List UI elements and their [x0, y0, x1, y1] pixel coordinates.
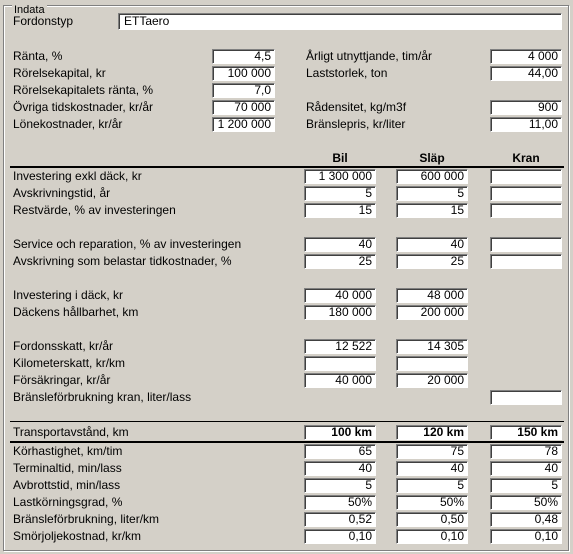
bransleforbrukning-kran-label: Bränsleförbrukning kran, liter/lass: [13, 390, 192, 404]
forsakringar-bil-field[interactable]: 40 000: [304, 373, 376, 388]
rorelsekapital-field[interactable]: 100 000: [212, 66, 275, 81]
kilometerskatt-bil-field[interactable]: [304, 356, 376, 371]
smorjoljekostnad-1-field[interactable]: 0,10: [304, 529, 376, 544]
avbrottstid-3-field[interactable]: 5: [490, 478, 562, 493]
fordonstyp-label: Fordonstyp: [13, 14, 74, 28]
fordonstyp-field[interactable]: ETTaero: [118, 13, 562, 30]
forsakringar-label: Försäkringar, kr/år: [13, 373, 111, 387]
ovriga-tidskostnader-field[interactable]: 70 000: [212, 100, 275, 115]
avskrivning-tidkostnader-label: Avskrivning som belastar tidkostnader, %: [13, 254, 232, 268]
investering-slap-field[interactable]: 600 000: [396, 169, 468, 184]
bransleforbrukning-2-field[interactable]: 0,50: [396, 512, 468, 527]
transport-divider-top: [10, 421, 564, 422]
column-header-kran: Kran: [512, 151, 540, 165]
restvarde-bil-field[interactable]: 15: [304, 203, 376, 218]
kilometerskatt-slap-field[interactable]: [396, 356, 468, 371]
transportavstand-2-field[interactable]: 120 km: [396, 425, 468, 440]
arligt-utnyttjande-field[interactable]: 4 000: [490, 49, 562, 64]
restvarde-kran-field[interactable]: [490, 203, 562, 218]
investering-dack-label: Investering i däck, kr: [13, 288, 124, 302]
rorelsekapital-ranta-label: Rörelsekapitalets ränta, %: [13, 83, 154, 97]
terminaltid-1-field[interactable]: 40: [304, 461, 376, 476]
dackens-hallbarhet-bil-field[interactable]: 180 000: [304, 305, 376, 320]
fordonsskatt-slap-field[interactable]: 14 305: [396, 339, 468, 354]
bransleforbrukning-label: Bränsleförbrukning, liter/km: [13, 512, 160, 526]
arligt-utnyttjande-label: Årligt utnyttjande, tim/år: [306, 49, 433, 63]
fordonsskatt-bil-field[interactable]: 12 522: [304, 339, 376, 354]
bransleforbrukning-1-field[interactable]: 0,52: [304, 512, 376, 527]
bransle-pris-label: Bränslepris, kr/liter: [306, 117, 406, 131]
transportavstand-label: Transportavstånd, km: [13, 425, 129, 439]
service-slap-field[interactable]: 40: [396, 237, 468, 252]
avbrottstid-label: Avbrottstid, min/lass: [13, 478, 121, 492]
section-divider: [10, 166, 564, 168]
korhastighet-1-field[interactable]: 65: [304, 444, 376, 459]
restvarde-label: Restvärde, % av investeringen: [13, 203, 176, 217]
service-kran-field[interactable]: [490, 237, 562, 252]
dackens-hallbarhet-slap-field[interactable]: 200 000: [396, 305, 468, 320]
avbrottstid-1-field[interactable]: 5: [304, 478, 376, 493]
lonekostnader-label: Lönekostnader, kr/år: [13, 117, 123, 131]
bransleforbrukning-3-field[interactable]: 0,48: [490, 512, 562, 527]
transport-divider: [10, 441, 564, 443]
avskrivningstid-label: Avskrivningstid, år: [13, 186, 111, 200]
investering-bil-field[interactable]: 1 300 000: [304, 169, 376, 184]
bransleforbrukning-kran-field[interactable]: [490, 390, 562, 405]
column-header-bil: Bil: [332, 151, 348, 165]
kilometerskatt-label: Kilometerskatt, kr/km: [13, 356, 126, 370]
bransle-pris-field[interactable]: 11,00: [490, 117, 562, 132]
lastkorningsgrad-1-field[interactable]: 50%: [304, 495, 376, 510]
service-label: Service och reparation, % av investeringen: [13, 237, 242, 251]
smorjoljekostnad-2-field[interactable]: 0,10: [396, 529, 468, 544]
rorelsekapital-ranta-field[interactable]: 7,0: [212, 83, 275, 98]
smorjoljekostnad-3-field[interactable]: 0,10: [490, 529, 562, 544]
radensitet-label: Rådensitet, kg/m3f: [306, 100, 407, 114]
laststorlek-label: Laststorlek, ton: [306, 66, 388, 80]
investering-kran-field[interactable]: [490, 169, 562, 184]
investering-label: Investering exkl däck, kr: [13, 169, 142, 183]
rorelsekapital-label: Rörelsekapital, kr: [13, 66, 106, 80]
laststorlek-field[interactable]: 44,00: [490, 66, 562, 81]
column-header-slap: Släp: [419, 151, 445, 165]
investering-dack-bil-field[interactable]: 40 000: [304, 288, 376, 303]
transportavstand-3-field[interactable]: 150 km: [490, 425, 562, 440]
korhastighet-2-field[interactable]: 75: [396, 444, 468, 459]
dackens-hallbarhet-label: Däckens hållbarhet, km: [13, 305, 139, 319]
avskrivning-tidkostnader-kran-field[interactable]: [490, 254, 562, 269]
avskrivningstid-bil-field[interactable]: 5: [304, 186, 376, 201]
ranta-label: Ränta, %: [13, 49, 63, 63]
restvarde-slap-field[interactable]: 15: [396, 203, 468, 218]
avbrottstid-2-field[interactable]: 5: [396, 478, 468, 493]
radensitet-field[interactable]: 900: [490, 100, 562, 115]
avskrivning-tidkostnader-bil-field[interactable]: 25: [304, 254, 376, 269]
transportavstand-1-field[interactable]: 100 km: [304, 425, 376, 440]
lastkorningsgrad-3-field[interactable]: 50%: [490, 495, 562, 510]
investering-dack-slap-field[interactable]: 48 000: [396, 288, 468, 303]
indata-title: Indata: [14, 4, 45, 16]
korhastighet-3-field[interactable]: 78: [490, 444, 562, 459]
smorjoljekostnad-label: Smörjoljekostnad, kr/km: [13, 529, 142, 543]
forsakringar-slap-field[interactable]: 20 000: [396, 373, 468, 388]
lastkorningsgrad-2-field[interactable]: 50%: [396, 495, 468, 510]
avskrivningstid-slap-field[interactable]: 5: [396, 186, 468, 201]
terminaltid-2-field[interactable]: 40: [396, 461, 468, 476]
avskrivningstid-kran-field[interactable]: [490, 186, 562, 201]
terminaltid-label: Terminaltid, min/lass: [13, 461, 122, 475]
fordonsskatt-label: Fordonsskatt, kr/år: [13, 339, 114, 353]
service-bil-field[interactable]: 40: [304, 237, 376, 252]
terminaltid-3-field[interactable]: 40: [490, 461, 562, 476]
ovriga-tidskostnader-label: Övriga tidskostnader, kr/år: [13, 100, 154, 114]
korhastighet-label: Körhastighet, km/tim: [13, 444, 123, 458]
lonekostnader-field[interactable]: 1 200 000: [212, 117, 275, 132]
lastkorningsgrad-label: Lastkörningsgrad, %: [13, 495, 123, 509]
ranta-field[interactable]: 4,5: [212, 49, 275, 64]
avskrivning-tidkostnader-slap-field[interactable]: 25: [396, 254, 468, 269]
